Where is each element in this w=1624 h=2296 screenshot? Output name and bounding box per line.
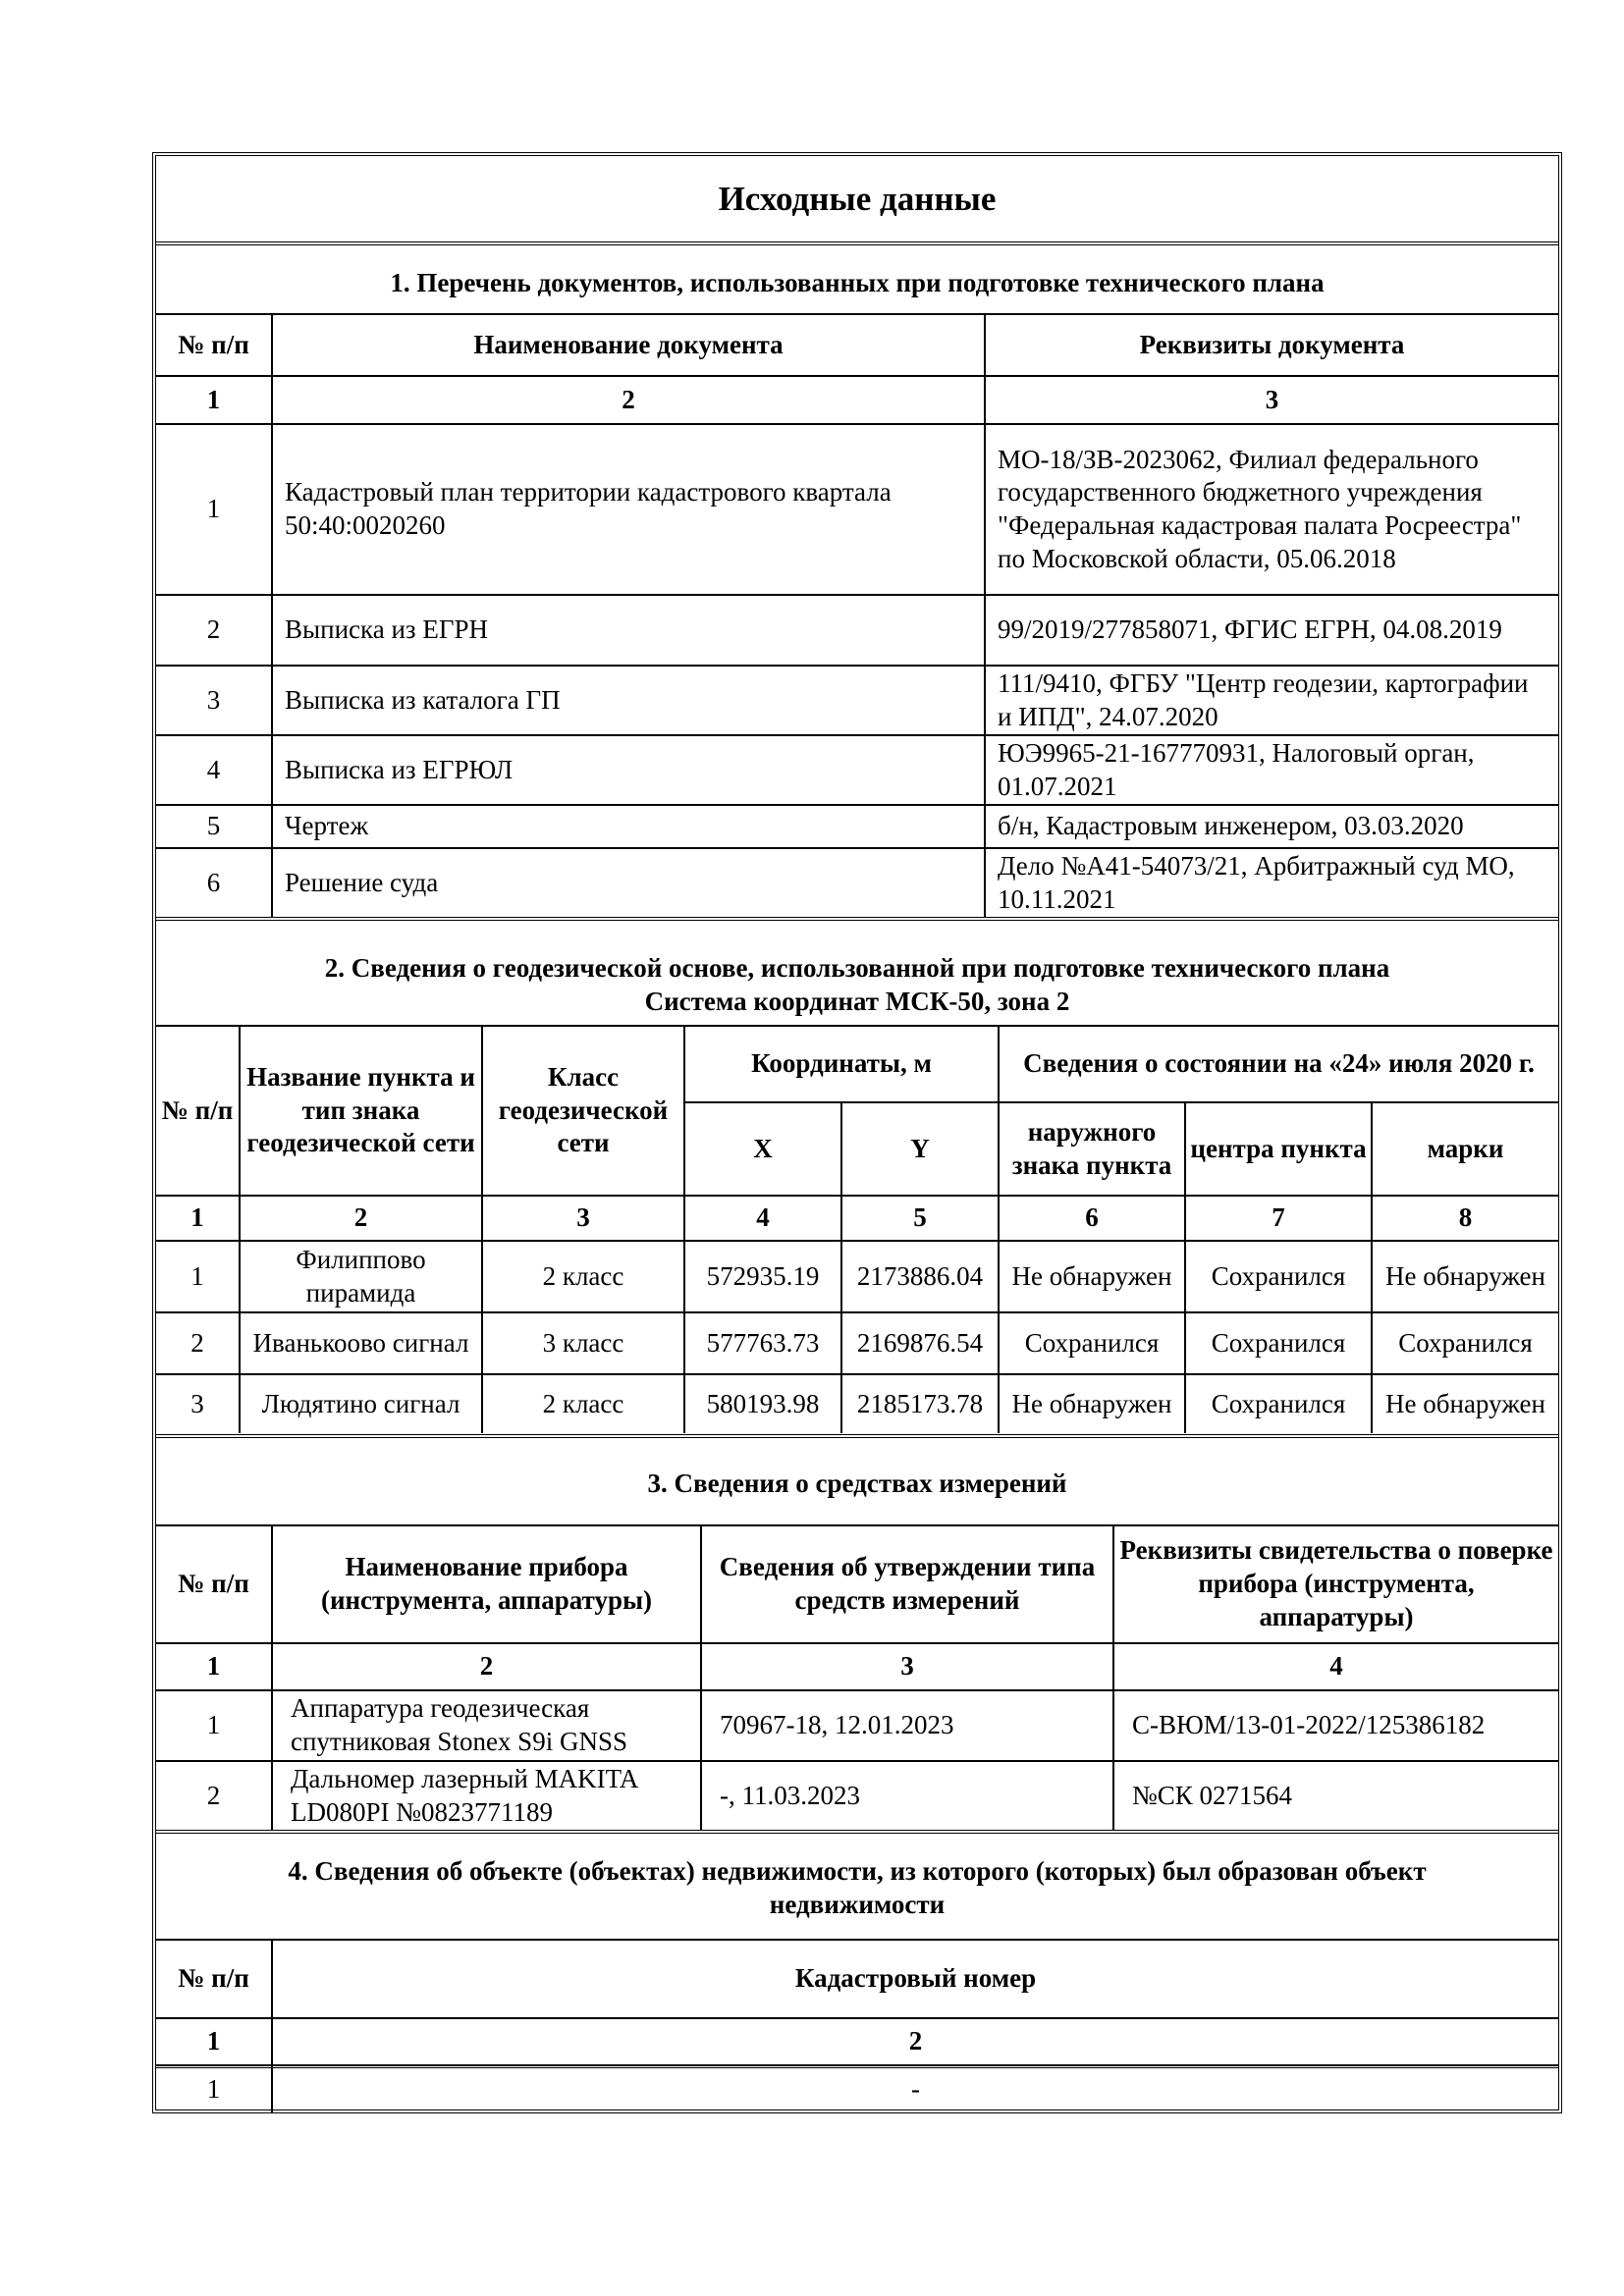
column-header: Y (841, 1102, 999, 1196)
outer-sign-state: Не обнаружен (999, 1241, 1185, 1312)
table-header-row (156, 314, 1558, 376)
verification-cert: С-ВЮМ/13-01-2022/125386182 (1113, 1690, 1558, 1761)
column-header: № п/п (156, 1525, 272, 1643)
column-number: 2 (272, 376, 985, 424)
coord-y: 2173886.04 (841, 1241, 999, 1312)
coord-x: 572935.19 (684, 1241, 841, 1312)
section4-title: 4. Сведения об объекте (объектах) недвижимости, из которого (которых) был образован объект недвижимости (156, 1830, 1558, 1939)
outer-sign-state: Не обнаружен (999, 1374, 1185, 1433)
column-number: 4 (1113, 1643, 1558, 1690)
column-header: № п/п (156, 1940, 272, 2018)
table-header-row (156, 1940, 1558, 2018)
document-requisites: ЮЭ9965-21-167770931, Налоговый орган, 01.07.2021 (985, 735, 1558, 805)
section2-subtitle: Система координат МСК-50, зона 2 (644, 986, 1070, 1016)
column-number: 8 (1372, 1196, 1558, 1241)
row-number: 4 (156, 735, 272, 805)
column-number: 4 (684, 1196, 841, 1241)
column-numbering-row (156, 1643, 1558, 1690)
column-header: Наименование прибора (инструмента, аппаратуры) (272, 1525, 701, 1643)
mark-state: Не обнаружен (1372, 1241, 1558, 1312)
table-row (156, 1312, 1558, 1374)
type-approval: 70967-18, 12.01.2023 (701, 1690, 1113, 1761)
outer-sign-state: Сохранился (999, 1312, 1185, 1374)
column-header: Название пункта и тип знака геодезической сети (240, 1026, 482, 1196)
device-name: Аппаратура геодезическая спутниковая Stonex S9i GNSS (272, 1690, 701, 1761)
geodetic-table (156, 1025, 1558, 1433)
column-header: центра пункта (1185, 1102, 1372, 1196)
document-name: Чертеж (272, 805, 985, 848)
cadastral-number: - (272, 2065, 1558, 2112)
column-number: 3 (482, 1196, 684, 1241)
type-approval: -, 11.03.2023 (701, 1761, 1113, 1831)
coord-y: 2185173.78 (841, 1374, 999, 1433)
table-row (156, 735, 1558, 805)
center-state: Сохранился (1185, 1241, 1372, 1312)
column-header: марки (1372, 1102, 1558, 1196)
column-number: 1 (156, 376, 272, 424)
mark-state: Сохранился (1372, 1312, 1558, 1374)
document-requisites: 99/2019/277858071, ФГИС ЕГРН, 04.08.2019 (985, 595, 1558, 666)
column-header: № п/п (156, 1026, 240, 1196)
column-header: Сведения об утверждении типа средств измерений (701, 1525, 1113, 1643)
column-header: Реквизиты свидетельства о поверке прибора (инструмента, аппаратуры) (1113, 1525, 1558, 1643)
row-number: 3 (156, 1374, 240, 1433)
column-header: Сведения о состоянии на «24» июля 2020 г. (999, 1026, 1558, 1102)
column-number: 1 (156, 1643, 272, 1690)
network-class: 2 класс (482, 1374, 684, 1433)
document-name: Выписка из ЕГРЮЛ (272, 735, 985, 805)
network-class: 3 класс (482, 1312, 684, 1374)
table-row (156, 424, 1558, 595)
bottom-blank-row (156, 2064, 1558, 2109)
document-name: Выписка из каталога ГП (272, 666, 985, 735)
row-number: 2 (156, 1761, 272, 1831)
device-name: Дальномер лазерный MAKITA LD080PI №0823771189 (272, 1761, 701, 1831)
section2-title (156, 917, 1558, 1025)
table-row (156, 805, 1558, 848)
column-number: 5 (841, 1196, 999, 1241)
document-name: Кадастровый план территории кадастрового квартала 50:40:0020260 (272, 424, 985, 595)
section3-title: 3. Сведения о средствах измерений (156, 1434, 1558, 1524)
center-state: Сохранился (1185, 1312, 1372, 1374)
column-number: 6 (999, 1196, 1185, 1241)
row-number: 6 (156, 848, 272, 918)
table-row (156, 1761, 1558, 1831)
table-row (156, 1690, 1558, 1761)
document-frame (152, 152, 1562, 2113)
column-numbering-row (156, 1196, 1558, 1241)
document-requisites: МО-18/ЗВ-2023062, Филиал федерального государственного бюджетного учреждения "Федеральная кадастровая палата Росреестра" по Московской области, 05.06.2018 (985, 424, 1558, 595)
row-number: 2 (156, 595, 272, 666)
instruments-table (156, 1524, 1558, 1831)
mark-state: Не обнаружен (1372, 1374, 1558, 1433)
column-number: 3 (701, 1643, 1113, 1690)
row-number: 1 (156, 424, 272, 595)
document-requisites: 111/9410, ФГБУ "Центр геодезии, картографии и ИПД", 24.07.2020 (985, 666, 1558, 735)
column-number: 3 (985, 376, 1558, 424)
column-header: Класс геодезической сети (482, 1026, 684, 1196)
row-number: 1 (156, 2065, 272, 2112)
table-row (156, 666, 1558, 735)
column-number: 2 (240, 1196, 482, 1241)
table-row (156, 1241, 1558, 1312)
point-name: Людятино сигнал (240, 1374, 482, 1433)
table-header-row (156, 1026, 1558, 1102)
section2-title-text: 2. Сведения о геодезической основе, использованной при подготовке технического плана (324, 953, 1390, 983)
column-header: X (684, 1102, 841, 1196)
row-number: 1 (156, 1241, 240, 1312)
row-number: 5 (156, 805, 272, 848)
coord-x: 580193.98 (684, 1374, 841, 1433)
row-number: 2 (156, 1312, 240, 1374)
table-row (156, 1374, 1558, 1433)
documents-table (156, 313, 1558, 918)
column-number: 1 (156, 2018, 272, 2065)
table-header-row (156, 1525, 1558, 1643)
column-header: Кадастровый номер (272, 1940, 1558, 2018)
document-requisites: б/н, Кадастровым инженером, 03.03.2020 (985, 805, 1558, 848)
network-class: 2 класс (482, 1241, 684, 1312)
column-numbering-row (156, 2018, 1558, 2065)
center-state: Сохранился (1185, 1374, 1372, 1433)
point-name: Иванькоово сигнал (240, 1312, 482, 1374)
column-number: 1 (156, 1196, 240, 1241)
document-name: Решение суда (272, 848, 985, 918)
table-row (156, 848, 1558, 918)
table-row (156, 595, 1558, 666)
column-numbering-row (156, 376, 1558, 424)
row-number: 1 (156, 1690, 272, 1761)
column-number: 2 (272, 1643, 701, 1690)
document-requisites: Дело №А41-54073/21, Арбитражный суд МО, 10.11.2021 (985, 848, 1558, 918)
point-name: Филиппово пирамида (240, 1241, 482, 1312)
column-header: наружного знака пункта (999, 1102, 1185, 1196)
section1-title: 1. Перечень документов, использованных при подготовке технического плана (156, 241, 1558, 313)
page-title: Исходные данные (718, 180, 997, 218)
column-number: 2 (272, 2018, 1558, 2065)
coord-y: 2169876.54 (841, 1312, 999, 1374)
column-header: Наименование документа (272, 314, 985, 376)
column-number: 7 (1185, 1196, 1372, 1241)
coord-x: 577763.73 (684, 1312, 841, 1374)
column-header: № п/п (156, 314, 272, 376)
verification-cert: №СК 0271564 (1113, 1761, 1558, 1831)
column-header: Координаты, м (684, 1026, 999, 1102)
column-header: Реквизиты документа (985, 314, 1558, 376)
row-number: 3 (156, 666, 272, 735)
document-name: Выписка из ЕГРН (272, 595, 985, 666)
